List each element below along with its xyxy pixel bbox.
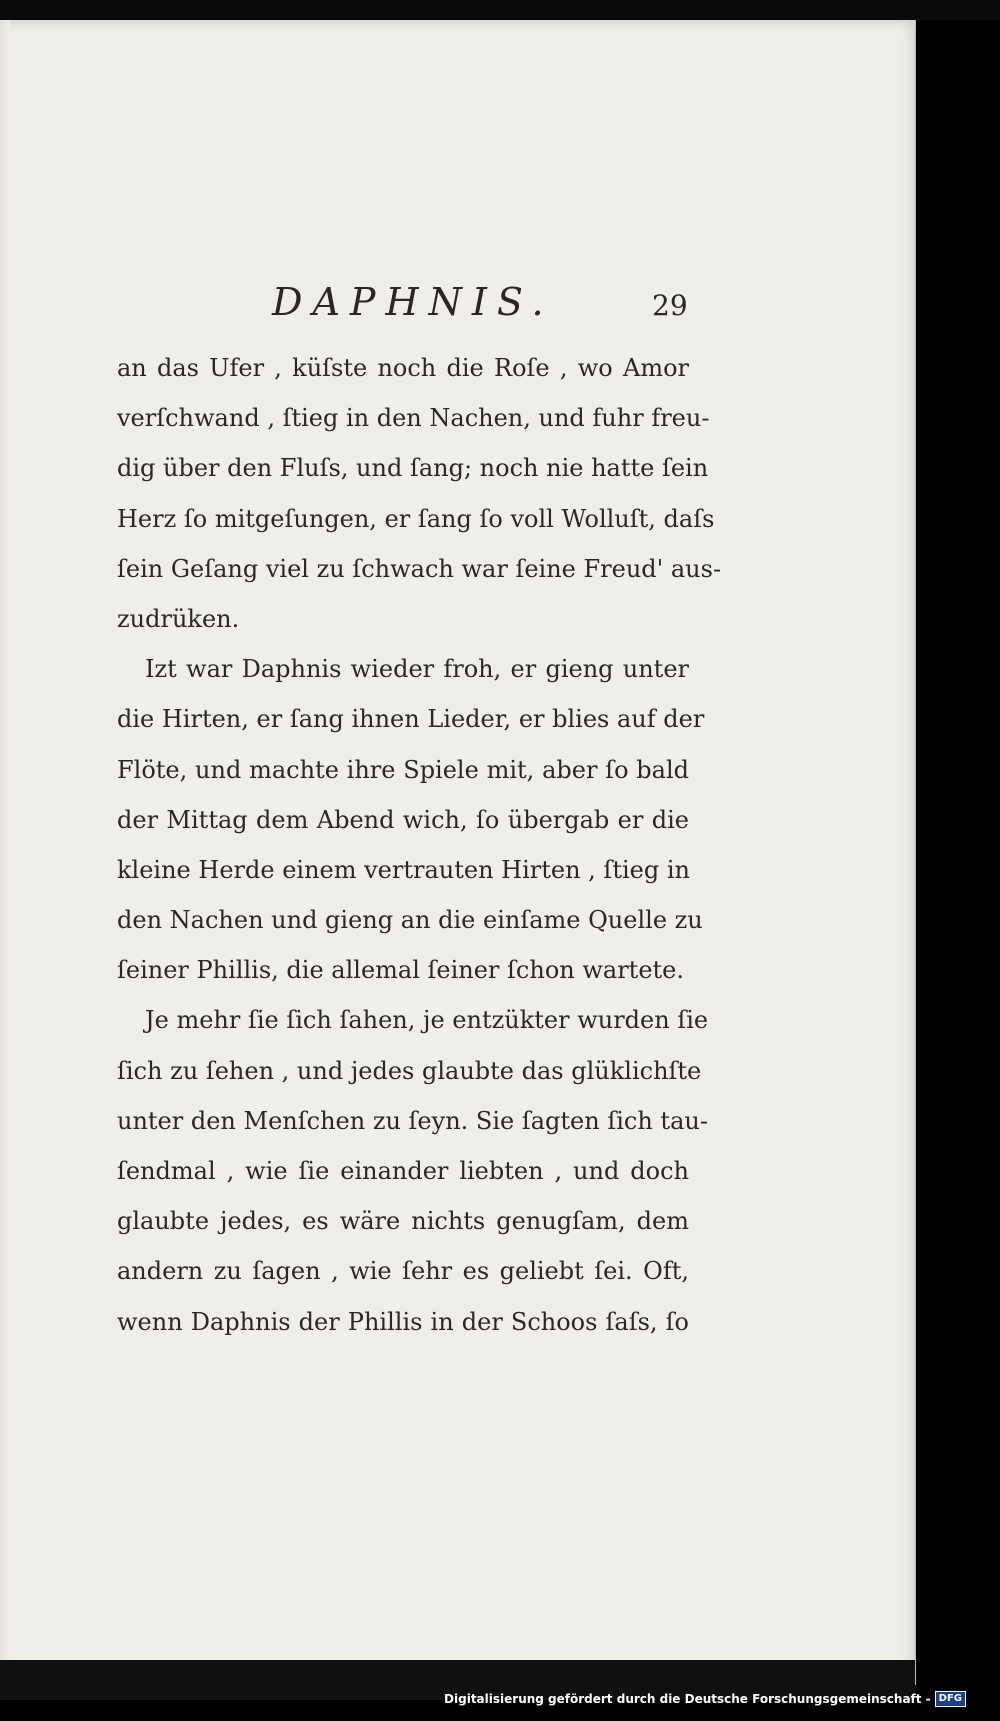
- text-line: Je mehr ſie ſich ſahen, je entzükter wurden ſie: [145, 1006, 709, 1035]
- page-number: 29: [652, 289, 688, 322]
- body-text: [117, 343, 722, 1347]
- text-line: wenn Daphnis der Phillis in der Schoos ſaſs, ſo: [117, 1307, 689, 1336]
- page-gutter: [0, 20, 10, 1685]
- text-line: andern zu ſagen , wie ſehr es geliebt ſei. Oft,: [117, 1257, 689, 1286]
- text-line: glaubte jedes, es wäre nichts genugſam, dem: [117, 1207, 689, 1236]
- text-line: der Mittag dem Abend wich, ſo übergab er die: [117, 805, 689, 834]
- text-line: ſeiner Phillis, die allemal ſeiner ſchon wartete.: [117, 956, 684, 985]
- text-line: ſich zu ſehen , und jedes glaubte das glüklichſte: [117, 1056, 702, 1085]
- text-line: verſchwand , ſtieg in den Nachen, und fuhr freu-: [117, 404, 710, 433]
- text-line: Izt war Daphnis wieder froh, er gieng unter: [145, 655, 689, 684]
- page-header: [0, 280, 915, 340]
- credit-text: Digitalisierung gefördert durch die Deutsche Forschungsgemeinschaft -: [444, 1692, 931, 1706]
- paragraph-3: [117, 995, 709, 1346]
- digitization-credit: [444, 1691, 966, 1707]
- paragraph-1: [117, 343, 722, 644]
- text-line: an das Ufer , küſste noch die Roſe , wo Amor: [117, 354, 689, 382]
- text-line: Flöte, und machte ihre Spiele mit, aber ſo bald: [117, 755, 689, 784]
- text-line: dig über den Fluſs, und ſang; noch nie hatte ſein: [117, 454, 709, 483]
- text-line: zudrüken.: [117, 604, 240, 633]
- text-line: Herz ſo mitgeſungen, er ſang ſo voll Wolluſt, daſs: [117, 504, 715, 533]
- dfg-logo: DFG: [935, 1691, 966, 1707]
- text-line: kleine Herde einem vertrauten Hirten , ſtieg in: [117, 855, 690, 884]
- text-line: ſein Geſang viel zu ſchwach war ſeine Freud' aus-: [117, 554, 722, 583]
- text-line: ſendmal , wie ſie einander liebten , und doch: [117, 1157, 689, 1185]
- text-line: den Nachen und gieng an die einſame Quelle zu: [117, 906, 703, 935]
- running-title: DAPHNIS.: [272, 280, 554, 324]
- text-line: unter den Menſchen zu ſeyn. Sie ſagten ſich tau-: [117, 1106, 708, 1135]
- text-line: die Hirten, er ſang ihnen Lieder, er blies auf der: [117, 705, 705, 734]
- scan-top-edge: [0, 0, 1000, 20]
- paragraph-2: [117, 644, 705, 995]
